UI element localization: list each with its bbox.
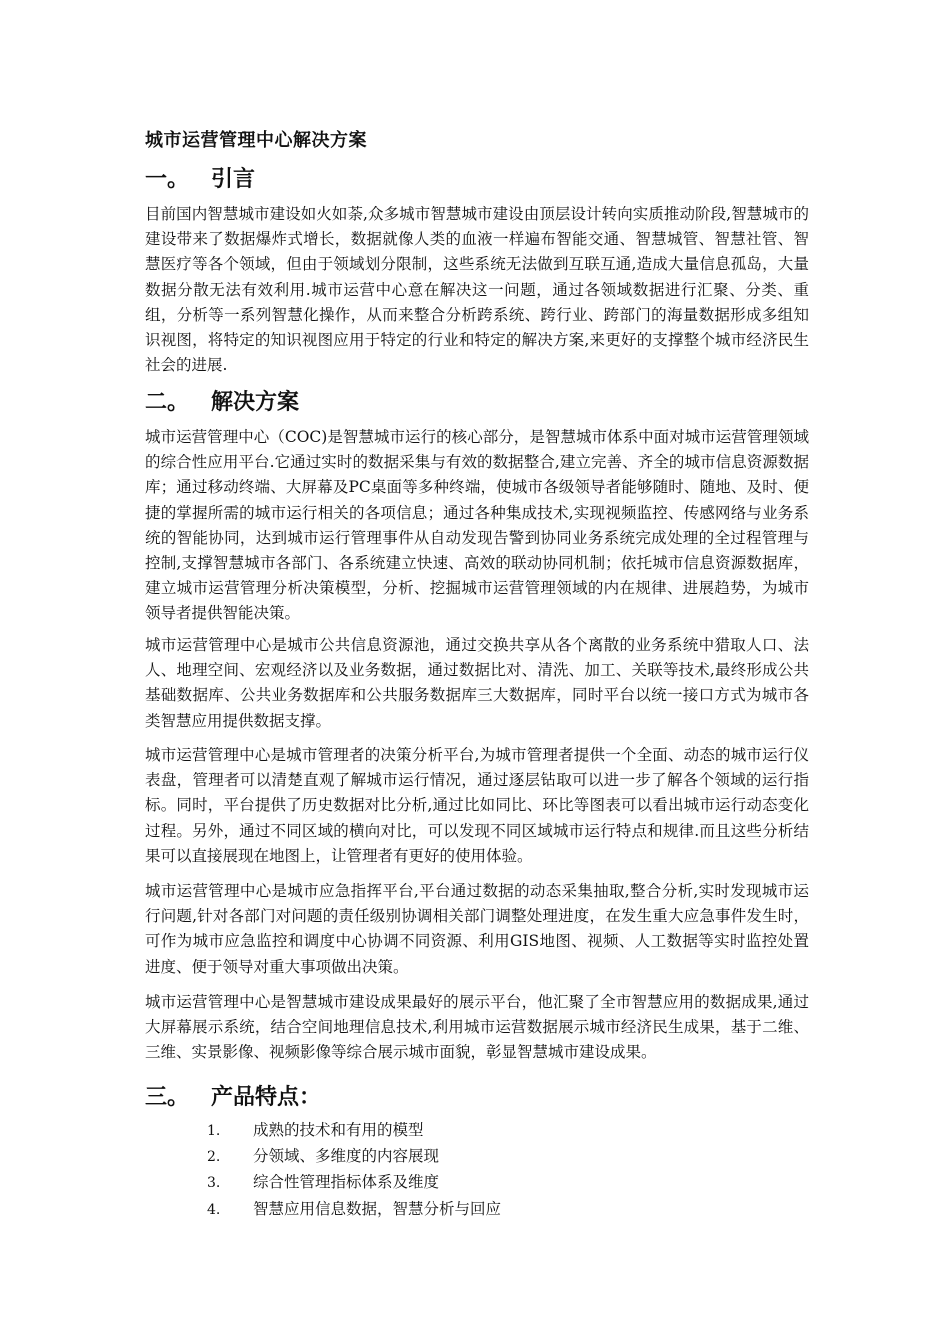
paragraph-emergency-platform: 城市运营管理中心是城市应急指挥平台,平台通过数据的动态采集抽取,整合分析,实时发现城市运行问题,针对各部门对问题的责任级别协调相关部门调整处理进度，在发生重大应急事件发生时，可作为城市应急监控和调度中心协调不同资源、利用GIS地图、视频、人工数据等实时监控处置进度、便于领导对重大事项做出决策。 xyxy=(145,882,809,976)
section-number: 三。 xyxy=(145,1085,190,1110)
section-title: 解决方案 xyxy=(211,390,300,415)
list-item-text: 成熟的技术和有用的模型 xyxy=(253,1121,424,1139)
list-item xyxy=(145,1196,809,1222)
paragraph-intro: 目前国内智慧城市建设如火如荼,众多城市智慧城市建设由顶层设计转向实质推动阶段,智慧城市的建设带来了数据爆炸式增长，数据就像人类的血液一样遍布智能交通、智慧城管、智慧社管、智慧医疗等各个领域，但由于领域划分限制，这些系统无法做到互联互通,造成大量信息孤岛，大量数据分散无法有效利用.城市运营中心意在解决这一问题，通过各领域数据进行汇聚、分类、重组，分析等一系列智慧化操作，从而来整合分析跨系统、跨行业、跨部门的海量数据形成多组知识视图，将特定的知识视图应用于特定的行业和特定的解决方案,来更好的支撑整个城市经济民生社会的进展. xyxy=(145,205,809,375)
paragraph-showcase-platform: 城市运营管理中心是智慧城市建设成果最好的展示平台，他汇聚了全市智慧应用的数据成果,通过大屏幕展示系统，结合空间地理信息技术,利用城市运营数据展示城市经济民生成果，基于二维、三维、实景影像、视频影像等综合展示城市面貌，彰显智慧城市建设成果。 xyxy=(145,993,809,1062)
list-item-index: 2. xyxy=(207,1149,221,1166)
section-title: 产品特点： xyxy=(211,1085,322,1110)
list-item xyxy=(145,1143,809,1169)
list-item-index: 4. xyxy=(207,1201,221,1218)
paragraph-decision-platform: 城市运营管理中心是城市管理者的决策分析平台,为城市管理者提供一个全面、动态的城市运行仪表盘，管理者可以清楚直观了解城市运行情况，通过逐层钻取可以进一步了解各个领域的运行指标。同时，平台提供了历史数据对比分析,通过比如同比、环比等图表可以看出城市运行动态变化过程。另外，通过不同区域的横向对比，可以发现不同区域城市运行特点和规律.而且这些分析结果可以直接展现在地图上，让管理者有更好的使用体验。 xyxy=(145,746,809,865)
paragraph-resource-pool: 城市运营管理中心是城市公共信息资源池，通过交换共享从各个离散的业务系统中猎取人口、法人、地理空间、宏观经济以及业务数据，通过数据比对、清洗、加工、关联等技术,最终形成公共基础数据库、公共业务数据库和公共服务数据库三大数据库，同时平台以统一接口方式为城市各类智慧应用提供数据支撑。 xyxy=(145,636,809,730)
section-title: 引言 xyxy=(211,167,256,192)
document-title: 城市运营管理中心解决方案 xyxy=(145,130,367,151)
feature-list xyxy=(145,1117,809,1222)
section-number: 一。 xyxy=(145,167,190,192)
list-item-index: 3. xyxy=(207,1175,221,1192)
list-item-text: 智慧应用信息数据，智慧分析与回应 xyxy=(253,1199,502,1218)
list-item-index: 1. xyxy=(207,1123,221,1139)
section-heading-intro xyxy=(145,162,255,193)
section-number: 二。 xyxy=(145,390,190,415)
list-item-text: 分领域、多维度的内容展现 xyxy=(253,1147,440,1166)
paragraph-coc-core: 城市运营管理中心（COC)是智慧城市运行的核心部分，是智慧城市体系中面对城市运营管理领域的综合性应用平台.它通过实时的数据采集与有效的数据整合,建立完善、齐全的城市信息资源数据库；通过移动终端、大屏幕及PC桌面等多种终端，使城市各级领导者能够随时、随地、及时、便捷的掌握所需的城市运行相关的各项信息；通过各种集成技术,实现视频监控、传感网络与业务系统的智能协同，达到城市运行管理事件从自动发现告警到协同业务系统完成处理的全过程管理与控制,支撑智慧城市各部门、各系统建立快速、高效的联动协同机制；依托城市信息资源数据库，建立城市运营管理分析决策模型，分析、挖掘城市运营管理领域的内在规律、进展趋势，为城市领导者提供智能决策。 xyxy=(145,428,809,623)
list-item xyxy=(145,1117,809,1143)
section-heading-features xyxy=(145,1080,321,1111)
section-heading-solution xyxy=(145,385,299,416)
list-item xyxy=(145,1169,809,1195)
list-item-text: 综合性管理指标体系及维度 xyxy=(253,1173,440,1192)
